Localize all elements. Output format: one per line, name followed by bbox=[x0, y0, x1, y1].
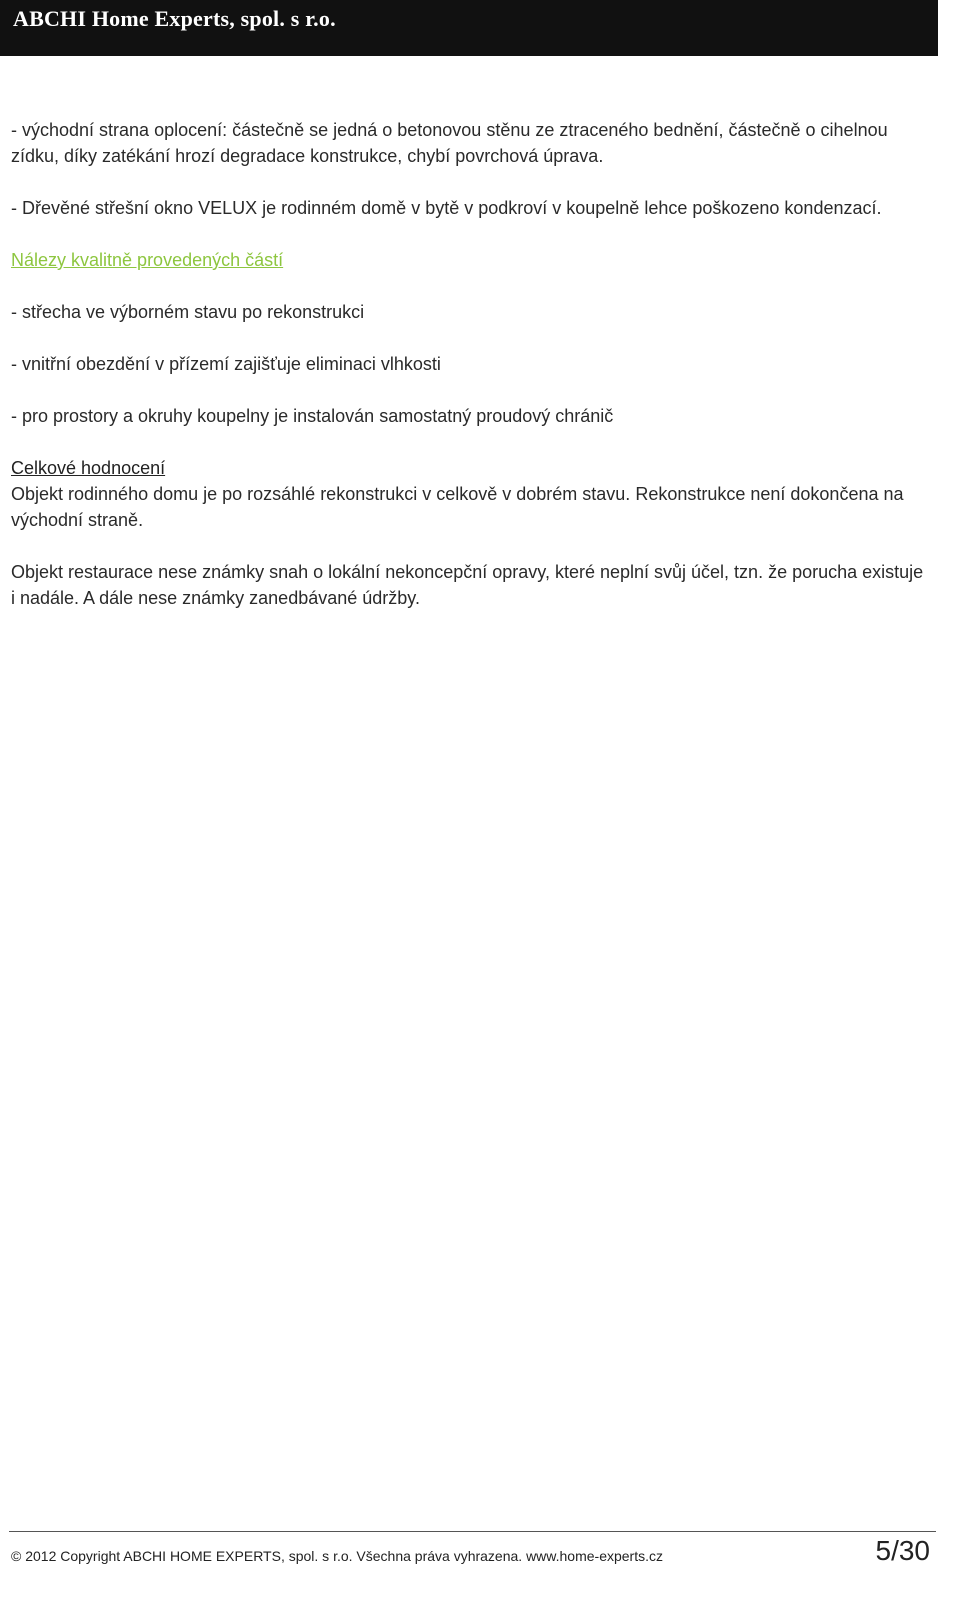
page-number: 5/30 bbox=[875, 1535, 930, 1566]
quality-item: - pro prostory a okruhy koupelny je instalován samostatný proudový chránič bbox=[11, 406, 614, 426]
defect-paragraph: - východní strana oplocení: částečně se jedná o betonovou stěnu ze ztraceného bednění, částečně o cihelnou zídku, díky zatékání hrozí degradace konstrukce, chybí povrchová úprava. bbox=[11, 120, 888, 166]
evaluation-paragraph: Objekt restaurace nese známky snah o lokální nekoncepční opravy, které neplní svůj účel, tzn. že porucha existuje i nadále. A dále nese známky zanedbávané údržby. bbox=[11, 562, 924, 608]
quality-section-heading: Nálezy kvalitně provedených částí bbox=[11, 250, 284, 270]
defect-paragraph: - Dřevěné střešní okno VELUX je rodinném domě v bytě v podkroví v koupelně lehce poškozeno kondenzací. bbox=[11, 198, 882, 218]
company-title: ABCHI Home Experts, spol. s r.o. bbox=[13, 6, 336, 31]
evaluation-section-heading: Celkové hodnocení bbox=[11, 458, 166, 478]
header-bar bbox=[0, 0, 938, 56]
document-body bbox=[11, 117, 931, 611]
quality-item: - střecha ve výborném stavu po rekonstrukci bbox=[11, 302, 365, 322]
evaluation-paragraph: Objekt rodinného domu je po rozsáhlé rekonstrukci v celkově v dobrém stavu. Rekonstrukce není dokončena na východní straně. bbox=[11, 484, 904, 530]
footer-copyright: © 2012 Copyright ABCHI HOME EXPERTS, spol. s r.o. Všechna práva vyhrazena. www.home-experts.cz bbox=[11, 1548, 663, 1564]
quality-item: - vnitřní obezdění v přízemí zajišťuje eliminaci vlhkosti bbox=[11, 354, 441, 374]
footer-divider bbox=[9, 1531, 936, 1532]
